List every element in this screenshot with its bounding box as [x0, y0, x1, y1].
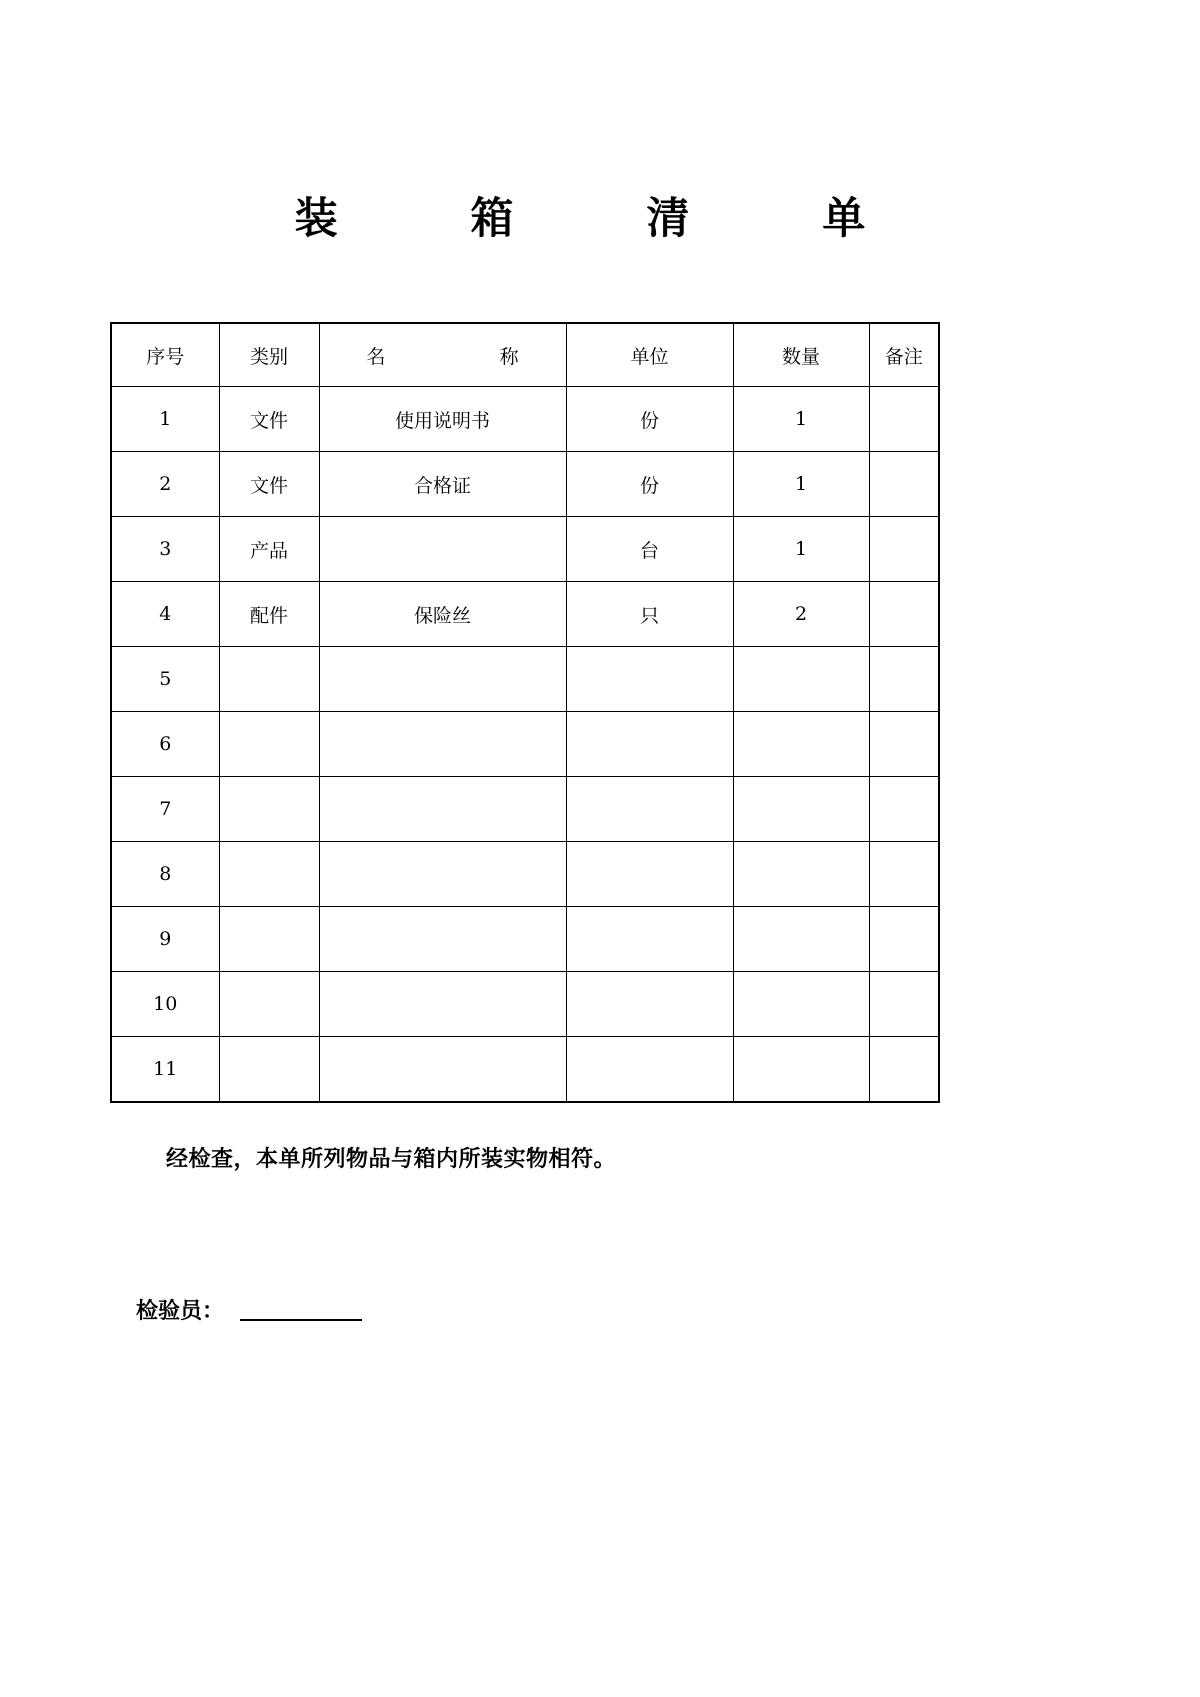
cell-quantity[interactable] — [733, 647, 869, 712]
cell-unit[interactable]: 台 — [566, 517, 733, 582]
column-header-category: 类别 — [219, 323, 319, 387]
cell-note[interactable] — [869, 777, 939, 842]
cell-name[interactable]: 使用说明书 — [319, 387, 566, 452]
column-header-seq: 序号 — [111, 323, 219, 387]
table-row — [111, 582, 939, 647]
cell-unit[interactable] — [566, 842, 733, 907]
cell-quantity[interactable]: 1 — [733, 452, 869, 517]
cell-name[interactable] — [319, 972, 566, 1037]
cell-note[interactable] — [869, 387, 939, 452]
cell-note[interactable] — [869, 972, 939, 1037]
cell-category[interactable]: 产品 — [219, 517, 319, 582]
table-row — [111, 842, 939, 907]
cell-seq[interactable]: 6 — [111, 712, 219, 777]
cell-category[interactable] — [219, 712, 319, 777]
cell-seq[interactable]: 5 — [111, 647, 219, 712]
packing-list-table-container — [110, 322, 938, 1103]
column-header-name: 名 称 — [319, 323, 566, 387]
cell-seq[interactable]: 11 — [111, 1037, 219, 1103]
cell-name[interactable]: 保险丝 — [319, 582, 566, 647]
cell-seq[interactable]: 2 — [111, 452, 219, 517]
cell-note[interactable] — [869, 1037, 939, 1103]
cell-seq[interactable]: 9 — [111, 907, 219, 972]
cell-category[interactable] — [219, 842, 319, 907]
cell-quantity[interactable] — [733, 712, 869, 777]
cell-unit[interactable] — [566, 972, 733, 1037]
cell-note[interactable] — [869, 907, 939, 972]
cell-name[interactable] — [319, 777, 566, 842]
cell-unit[interactable]: 份 — [566, 452, 733, 517]
packing-list-table — [110, 322, 940, 1103]
cell-name[interactable] — [319, 647, 566, 712]
cell-category[interactable] — [219, 647, 319, 712]
cell-note[interactable] — [869, 452, 939, 517]
table-header-row — [111, 323, 939, 387]
cell-seq[interactable]: 1 — [111, 387, 219, 452]
cell-category[interactable] — [219, 907, 319, 972]
cell-note[interactable] — [869, 842, 939, 907]
cell-unit[interactable]: 只 — [566, 582, 733, 647]
cell-unit[interactable] — [566, 907, 733, 972]
cell-name[interactable] — [319, 907, 566, 972]
cell-name[interactable]: 合格证 — [319, 452, 566, 517]
cell-seq[interactable]: 8 — [111, 842, 219, 907]
cell-category[interactable]: 配件 — [219, 582, 319, 647]
page-title: 装 箱 清 单 — [294, 194, 888, 244]
cell-quantity[interactable]: 1 — [733, 387, 869, 452]
cell-note[interactable] — [869, 582, 939, 647]
cell-quantity[interactable] — [733, 777, 869, 842]
cell-seq[interactable]: 3 — [111, 517, 219, 582]
cell-seq[interactable]: 7 — [111, 777, 219, 842]
confirmation-statement: 经检查，本单所列物品与箱内所装实物相符。 — [166, 1146, 617, 1172]
inspector-signature-field[interactable] — [240, 1318, 362, 1321]
column-header-unit: 单位 — [566, 323, 733, 387]
table-row — [111, 712, 939, 777]
table-row — [111, 387, 939, 452]
inspector-label: 检验员： — [136, 1298, 225, 1324]
cell-category[interactable]: 文件 — [219, 387, 319, 452]
cell-note[interactable] — [869, 712, 939, 777]
cell-note[interactable] — [869, 517, 939, 582]
cell-quantity[interactable]: 2 — [733, 582, 869, 647]
cell-name[interactable] — [319, 1037, 566, 1103]
table-row — [111, 517, 939, 582]
cell-unit[interactable] — [566, 647, 733, 712]
column-header-quantity: 数量 — [733, 323, 869, 387]
cell-quantity[interactable]: 1 — [733, 517, 869, 582]
cell-seq[interactable]: 10 — [111, 972, 219, 1037]
table-row — [111, 972, 939, 1037]
table-row — [111, 647, 939, 712]
cell-category[interactable] — [219, 972, 319, 1037]
table-header — [111, 323, 939, 387]
table-row — [111, 452, 939, 517]
cell-unit[interactable] — [566, 712, 733, 777]
cell-name[interactable] — [319, 842, 566, 907]
cell-category[interactable] — [219, 777, 319, 842]
cell-unit[interactable] — [566, 1037, 733, 1103]
column-header-note: 备注 — [869, 323, 939, 387]
cell-name[interactable] — [319, 517, 566, 582]
cell-quantity[interactable] — [733, 842, 869, 907]
cell-category[interactable] — [219, 1037, 319, 1103]
cell-unit[interactable]: 份 — [566, 387, 733, 452]
cell-quantity[interactable] — [733, 907, 869, 972]
cell-quantity[interactable] — [733, 1037, 869, 1103]
cell-seq[interactable]: 4 — [111, 582, 219, 647]
cell-name[interactable] — [319, 712, 566, 777]
cell-note[interactable] — [869, 647, 939, 712]
cell-category[interactable]: 文件 — [219, 452, 319, 517]
cell-unit[interactable] — [566, 777, 733, 842]
cell-quantity[interactable] — [733, 972, 869, 1037]
table-body — [111, 387, 939, 1103]
table-row — [111, 907, 939, 972]
inspector-signature-row — [136, 1292, 362, 1326]
table-row — [111, 777, 939, 842]
table-row — [111, 1037, 939, 1103]
